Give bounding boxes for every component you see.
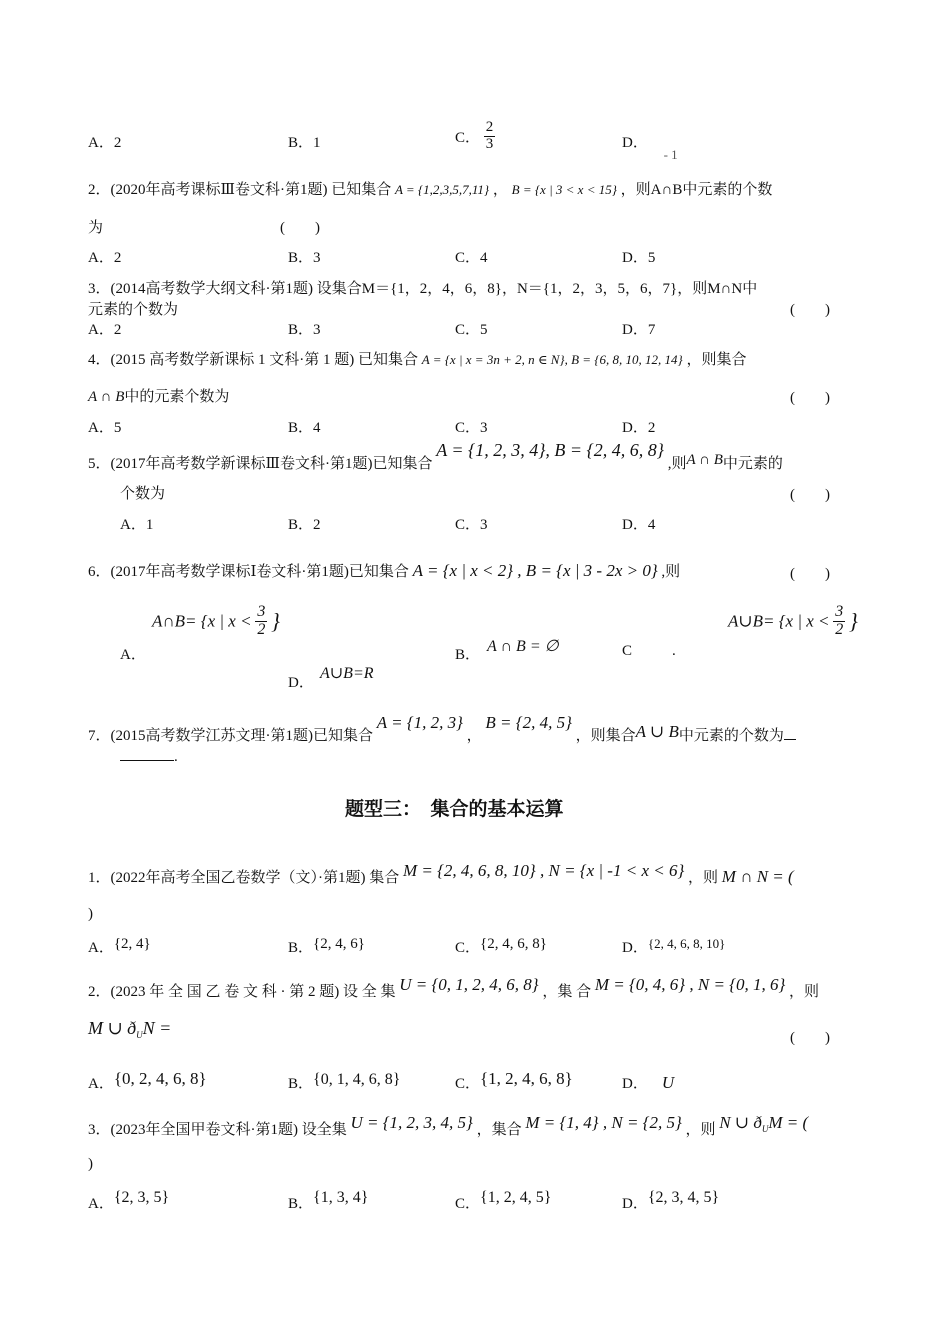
subscript: U bbox=[136, 1030, 143, 1040]
question-3-line-2: 元素的个数为 bbox=[88, 302, 179, 318]
section-title: 题型三： 集合的基本运算 bbox=[345, 798, 564, 820]
option-b-expr: A ∩ B = ∅ bbox=[487, 638, 559, 655]
s3-question-1-line-2: ) bbox=[88, 906, 93, 922]
option-b-label: B． bbox=[455, 647, 481, 663]
math-expr: A∪B= {x | x < bbox=[728, 611, 830, 631]
question-stem: 7．(2015高考数学江苏文理·第1题)已知集合 bbox=[88, 728, 373, 744]
s3-question-3-line-1 bbox=[88, 1112, 809, 1138]
math-expr-end: N = bbox=[142, 1018, 172, 1038]
sets: A = {x | x < 2} , B = {x | 3 - 2x > 0} bbox=[412, 561, 658, 580]
option-a: A．2 bbox=[88, 250, 122, 266]
option-value: {0, 1, 4, 6, 8} bbox=[313, 1071, 401, 1088]
option-value: {1, 2, 4, 6, 8} bbox=[480, 1069, 573, 1088]
answer-blank bbox=[120, 748, 174, 761]
option-d: D．4 bbox=[622, 517, 656, 533]
question-2-line-1 bbox=[88, 178, 772, 199]
period: . bbox=[174, 749, 178, 765]
option-value: {2, 3, 4, 5} bbox=[647, 1189, 720, 1206]
option-d bbox=[622, 1186, 720, 1212]
set-a: A = {1,2,3,5,7,11} bbox=[394, 182, 490, 197]
question-stem: 5．(2017年高考数学新课标Ⅲ卷文科·第1题)已知集合 bbox=[88, 456, 433, 472]
option-c bbox=[455, 936, 547, 957]
question-4-line-2 bbox=[88, 385, 229, 406]
question-stem: 2．(2020年高考课标Ⅲ卷文科·第1题) 已知集合 bbox=[88, 182, 392, 198]
question-stem: 3．(2023年全国甲卷文科·第1题) 设全集 bbox=[88, 1122, 347, 1138]
question-tail-2: 中元素的个数为 bbox=[678, 728, 784, 744]
option-d bbox=[622, 1072, 674, 1093]
option-d: D．5 bbox=[622, 250, 656, 266]
s3-question-2-line-2 bbox=[88, 1018, 171, 1040]
denominator: 3 bbox=[485, 135, 494, 152]
option-b bbox=[288, 1068, 401, 1092]
question-5-line-1 bbox=[88, 440, 783, 472]
option-a: A．1 bbox=[120, 517, 154, 533]
option-value: {0, 2, 4, 6, 8} bbox=[113, 1069, 207, 1088]
denominator: 2 bbox=[835, 620, 844, 638]
math-expr: A ∩ B bbox=[88, 389, 125, 405]
fraction bbox=[833, 604, 845, 639]
sets: A = {x | x = 3n + 2, n ∈ N}, B = {6, 8, 10, 12, 14} bbox=[421, 352, 683, 367]
math-expr: A ∩ B bbox=[686, 452, 723, 468]
option-value: {2, 4} bbox=[113, 936, 151, 952]
math-expr: M ∪ ð bbox=[88, 1018, 137, 1038]
separator: ， bbox=[466, 728, 482, 744]
option-d-label: D． bbox=[288, 675, 314, 691]
option-d bbox=[622, 936, 725, 957]
option-c: C．3 bbox=[455, 420, 488, 436]
answer-paren: ( ) bbox=[280, 220, 320, 236]
question-4-line-1 bbox=[88, 348, 746, 369]
option-c-dot: . bbox=[672, 643, 676, 659]
option-c-expr bbox=[728, 604, 858, 639]
option-b: B．1 bbox=[288, 135, 321, 151]
question-stem: 6．(2017年高考数学课标Ⅰ卷文科·第1题)已知集合 bbox=[88, 564, 409, 580]
option-a: A．2 bbox=[88, 322, 122, 338]
question-stem: 2．(2023 年 全 国 乙 卷 文 科 · 第 2 题) 设 全 集 bbox=[88, 984, 396, 1000]
option-b: B．2 bbox=[288, 517, 321, 533]
option-a bbox=[88, 936, 151, 957]
set-u: U = {1, 2, 3, 4, 5} bbox=[350, 1113, 473, 1132]
math-expr: A ∪ B bbox=[635, 722, 679, 741]
question-tail-2: 中元素的 bbox=[722, 456, 783, 472]
option-label: C． bbox=[455, 940, 481, 956]
option-d: D．2 bbox=[622, 420, 656, 436]
sets: M = {2, 4, 6, 8, 10} , N = {x | -1 < x < 6} bbox=[403, 861, 685, 880]
option-b: B．4 bbox=[288, 420, 321, 436]
option-b bbox=[288, 1186, 369, 1212]
numerator: 3 bbox=[835, 603, 844, 620]
math-expr: } bbox=[849, 608, 858, 634]
question-tail: ，则A∩B中元素的个数 bbox=[620, 182, 773, 198]
option-c: C．5 bbox=[455, 322, 488, 338]
option-value: {2, 4, 6} bbox=[313, 936, 365, 952]
question-3-line-1: 3．(2014高考数学大纲文科·第1题) 设集合M＝{1，2，4，6，8}，N＝{1，2，3，5，6，7}，则M∩N中 bbox=[88, 281, 758, 297]
numerator: 3 bbox=[257, 603, 266, 620]
option-c-label: C． bbox=[455, 129, 481, 146]
option-d: D．7 bbox=[622, 322, 656, 338]
separator: ， bbox=[492, 182, 508, 198]
option-value: {2, 4, 6, 8} bbox=[480, 936, 547, 952]
option-value: U bbox=[661, 1073, 675, 1092]
set-a: A = {1, 2, 3} bbox=[376, 713, 463, 732]
option-d-label: D． bbox=[622, 135, 648, 151]
math-expr: A∩B= {x | x < bbox=[152, 611, 252, 631]
sets: A = {1, 2, 3, 4}, B = {2, 4, 6, 8} bbox=[436, 440, 664, 460]
set-b: B = {2, 4, 5} bbox=[485, 713, 572, 732]
sets: M = {1, 4} , N = {2, 5} bbox=[525, 1113, 682, 1132]
option-value: {1, 3, 4} bbox=[313, 1189, 369, 1206]
answer-paren: ( ) bbox=[790, 566, 830, 582]
fraction bbox=[255, 604, 267, 639]
subscript: U bbox=[761, 1124, 769, 1134]
numerator: 2 bbox=[485, 119, 494, 135]
option-c bbox=[455, 120, 495, 153]
option-label: C． bbox=[455, 1196, 481, 1212]
s3-question-2-line-1 bbox=[88, 974, 820, 1000]
option-c: C．3 bbox=[455, 517, 488, 533]
option-c: C．4 bbox=[455, 250, 488, 266]
option-a: A．5 bbox=[88, 420, 122, 436]
question-2-line-2: 为 bbox=[88, 220, 104, 236]
question-tail: ,则 bbox=[661, 564, 681, 580]
option-b: B．3 bbox=[288, 322, 321, 338]
option-label: D． bbox=[622, 1196, 648, 1212]
option-label: A． bbox=[88, 1076, 114, 1092]
question-7-line-2 bbox=[120, 748, 178, 766]
question-tail: ，则集合 bbox=[575, 728, 636, 744]
answer-paren: ( ) bbox=[790, 302, 830, 318]
question-mid: ，集合 bbox=[476, 1122, 522, 1138]
math-expr: N ∪ ð bbox=[719, 1113, 762, 1132]
option-label: D． bbox=[622, 940, 648, 956]
question-6-line-1 bbox=[88, 560, 680, 581]
option-d-expr: A∪B=R bbox=[320, 665, 374, 682]
s3-question-1-line-1 bbox=[88, 860, 794, 886]
set-b: B = {x | 3 < x < 15} bbox=[511, 182, 617, 197]
option-label: A． bbox=[88, 1196, 114, 1212]
option-d bbox=[622, 131, 678, 162]
math-expr-end: M = ( bbox=[768, 1113, 809, 1132]
math-expr: M ∩ N = ( bbox=[721, 867, 794, 886]
option-a-label: A． bbox=[120, 647, 146, 663]
answer-blank bbox=[784, 727, 796, 740]
question-mid: ，集 合 bbox=[542, 984, 592, 1000]
option-a bbox=[88, 1068, 207, 1092]
question-5-line-2: 个数为 bbox=[120, 486, 166, 502]
option-b bbox=[288, 936, 365, 957]
math-expr: } bbox=[271, 608, 280, 634]
option-d-value: - 1 bbox=[663, 147, 678, 162]
option-label: D． bbox=[622, 1076, 648, 1092]
question-text: 中的元素个数为 bbox=[124, 389, 230, 405]
option-label: C． bbox=[455, 1076, 481, 1092]
question-tail: ，则集合 bbox=[686, 352, 747, 368]
question-tail: ，则 bbox=[685, 1122, 716, 1138]
question-7-line-1 bbox=[88, 712, 796, 744]
option-value: {2, 3, 5} bbox=[113, 1189, 170, 1206]
answer-paren: ( ) bbox=[790, 487, 830, 503]
denominator: 2 bbox=[257, 620, 266, 638]
question-stem: 4．(2015 高考数学新课标 1 文科·第 1 题) 已知集合 bbox=[88, 352, 418, 368]
option-label: B． bbox=[288, 1196, 314, 1212]
question-tail: ,则 bbox=[667, 456, 687, 472]
question-tail: ，则 bbox=[688, 870, 719, 886]
option-c-label: C bbox=[622, 643, 633, 659]
option-a-expr bbox=[152, 604, 280, 639]
option-a: A．2 bbox=[88, 135, 122, 151]
option-label: B． bbox=[288, 1076, 314, 1092]
set-u: U = {0, 1, 2, 4, 6, 8} bbox=[399, 975, 539, 994]
answer-paren: ( ) bbox=[790, 1030, 830, 1046]
option-label: B． bbox=[288, 940, 314, 956]
s3-question-3-line-2: ) bbox=[88, 1156, 93, 1172]
option-label: A． bbox=[88, 940, 114, 956]
option-a bbox=[88, 1186, 170, 1212]
option-c bbox=[455, 1068, 573, 1092]
fraction bbox=[484, 120, 496, 153]
option-b: B．3 bbox=[288, 250, 321, 266]
sets: M = {0, 4, 6} , N = {0, 1, 6} bbox=[594, 975, 786, 994]
option-value: {1, 2, 4, 5} bbox=[480, 1189, 552, 1206]
answer-paren: ( ) bbox=[790, 390, 830, 406]
question-tail: ，则 bbox=[789, 984, 820, 1000]
option-c bbox=[455, 1186, 552, 1212]
question-stem: 1．(2022年高考全国乙卷数学（文）·第1题) 集合 bbox=[88, 870, 400, 886]
option-value: {2, 4, 6, 8, 10} bbox=[647, 936, 726, 951]
